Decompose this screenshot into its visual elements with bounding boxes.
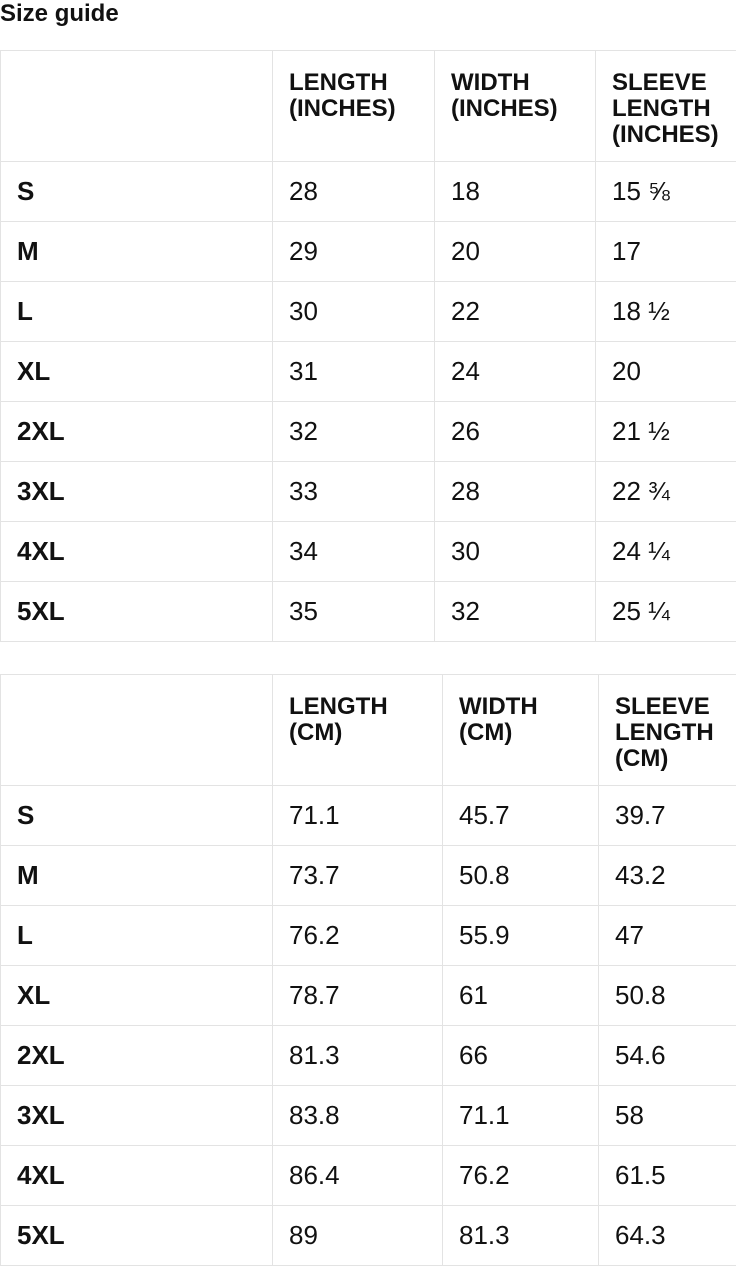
table-row [1, 222, 736, 282]
sleeve-cell: 18 ½ [596, 282, 736, 342]
width-cell: 30 [435, 522, 596, 582]
width-cell: 22 [435, 282, 596, 342]
length-cell: 29 [273, 222, 435, 282]
table-row [1, 1206, 736, 1266]
size-cell: 4XL [1, 1146, 273, 1206]
width-cell: 26 [435, 402, 596, 462]
width-cell: 76.2 [443, 1146, 599, 1206]
length-cell: 71.1 [273, 786, 443, 846]
width-cell: 55.9 [443, 906, 599, 966]
size-cell: 5XL [1, 582, 273, 642]
table-row [1, 1026, 736, 1086]
length-cell: 34 [273, 522, 435, 582]
width-cell: 81.3 [443, 1206, 599, 1266]
sleeve-cell: 25 ¼ [596, 582, 736, 642]
sleeve-cell: 43.2 [599, 846, 736, 906]
length-cell: 76.2 [273, 906, 443, 966]
table-row [1, 786, 736, 846]
col-header-width-cm: WIDTH (CM) [443, 675, 599, 786]
size-cell: 3XL [1, 1086, 273, 1146]
width-cell: 66 [443, 1026, 599, 1086]
width-cell: 45.7 [443, 786, 599, 846]
length-cell: 33 [273, 462, 435, 522]
sleeve-cell: 54.6 [599, 1026, 736, 1086]
length-cell: 78.7 [273, 966, 443, 1026]
sleeve-cell: 15 ⅝ [596, 162, 736, 222]
table-row [1, 582, 736, 642]
length-cell: 89 [273, 1206, 443, 1266]
size-table-inches [0, 50, 736, 642]
length-cell: 31 [273, 342, 435, 402]
sleeve-cell: 50.8 [599, 966, 736, 1026]
table-row [1, 462, 736, 522]
col-header-length-inches: LENGTH (INCHES) [273, 51, 435, 162]
width-cell: 71.1 [443, 1086, 599, 1146]
table-row [1, 906, 736, 966]
header-row [1, 675, 736, 786]
size-cell: S [1, 786, 273, 846]
size-cell: XL [1, 966, 273, 1026]
length-cell: 35 [273, 582, 435, 642]
width-cell: 50.8 [443, 846, 599, 906]
sleeve-cell: 61.5 [599, 1146, 736, 1206]
length-cell: 30 [273, 282, 435, 342]
table-row [1, 846, 736, 906]
sleeve-cell: 21 ½ [596, 402, 736, 462]
table-row [1, 342, 736, 402]
table-row [1, 162, 736, 222]
length-cell: 73.7 [273, 846, 443, 906]
table-row [1, 1146, 736, 1206]
size-cell: XL [1, 342, 273, 402]
size-cell: 3XL [1, 462, 273, 522]
size-cell: 2XL [1, 402, 273, 462]
sleeve-cell: 47 [599, 906, 736, 966]
length-cell: 28 [273, 162, 435, 222]
col-header-length-cm: LENGTH (CM) [273, 675, 443, 786]
width-cell: 61 [443, 966, 599, 1026]
sleeve-cell: 24 ¼ [596, 522, 736, 582]
width-cell: 24 [435, 342, 596, 402]
sleeve-cell: 39.7 [599, 786, 736, 846]
col-header-size [1, 675, 273, 786]
table-row [1, 402, 736, 462]
sleeve-cell: 64.3 [599, 1206, 736, 1266]
size-cell: 5XL [1, 1206, 273, 1266]
size-cell: M [1, 222, 273, 282]
sleeve-cell: 17 [596, 222, 736, 282]
length-cell: 86.4 [273, 1146, 443, 1206]
size-cell: M [1, 846, 273, 906]
table-row [1, 1086, 736, 1146]
sleeve-cell: 58 [599, 1086, 736, 1146]
size-cell: S [1, 162, 273, 222]
length-cell: 83.8 [273, 1086, 443, 1146]
width-cell: 32 [435, 582, 596, 642]
table-row [1, 282, 736, 342]
page-title: Size guide [0, 0, 736, 28]
header-row [1, 51, 736, 162]
table-row [1, 966, 736, 1026]
width-cell: 20 [435, 222, 596, 282]
size-table-cm [0, 674, 736, 1266]
col-header-width-inches: WIDTH (INCHES) [435, 51, 596, 162]
size-cell: 2XL [1, 1026, 273, 1086]
size-cell: 4XL [1, 522, 273, 582]
length-cell: 32 [273, 402, 435, 462]
col-header-sleeve-inches: SLEEVE LENGTH (INCHES) [596, 51, 736, 162]
col-header-sleeve-cm: SLEEVE LENGTH (CM) [599, 675, 736, 786]
table-row [1, 522, 736, 582]
size-cell: L [1, 282, 273, 342]
col-header-size [1, 51, 273, 162]
width-cell: 28 [435, 462, 596, 522]
size-cell: L [1, 906, 273, 966]
length-cell: 81.3 [273, 1026, 443, 1086]
sleeve-cell: 20 [596, 342, 736, 402]
sleeve-cell: 22 ¾ [596, 462, 736, 522]
width-cell: 18 [435, 162, 596, 222]
